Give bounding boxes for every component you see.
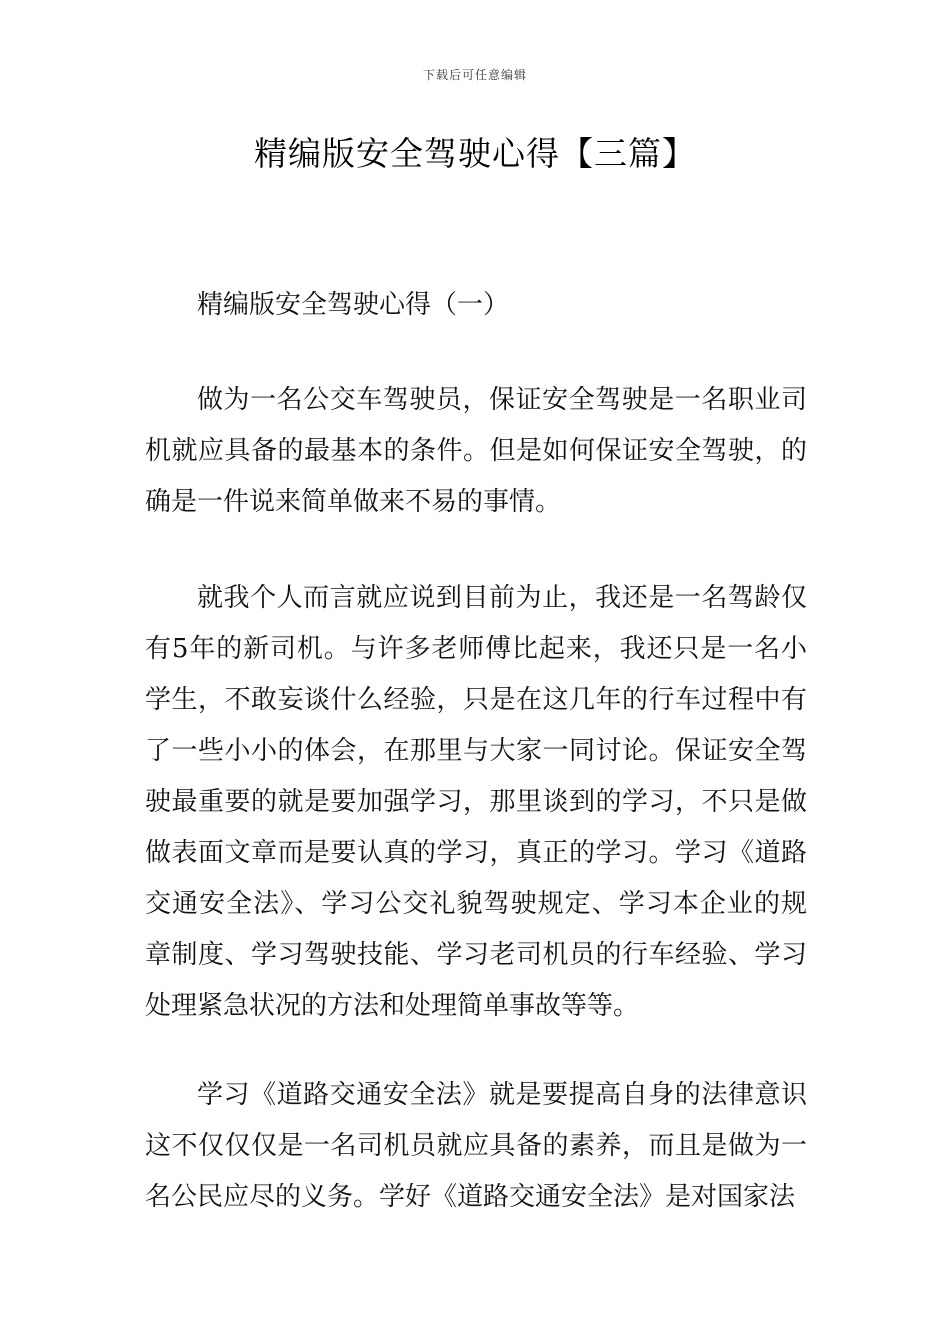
header-note: 下载后可任意编辑 [422,68,527,82]
document-title: 精编版安全驾驶心得【三篇】 [254,134,696,173]
paragraph-1: 做为一名公交车驾驶员，保证安全驾驶是一名职业司机就应具备的最基本的条件。但是如何保证安全驾驶，的确是一件说来简单做来不易的事情。 [145,385,807,517]
paragraph-3: 学习《道路交通安全法》就是要提高自身的法律意识这不仅仅仅是一名司机员就应具备的素养，而且是做为一名公民应尽的义务。学好《道路交通安全法》是对国家法 [145,1080,807,1212]
section-heading: 精编版安全驾驶心得（一） [197,290,510,320]
paragraph-2: 就我个人而言就应说到目前为止，我还是一名驾龄仅有5年的新司机。与许多老师傅比起来，我还只是一名小学生，不敢妄谈什么经验，只是在这几年的行车过程中有了一些小小的体会，在那里与大家一同讨论。保证安全驾驶最重要的就是要加强学习，那里谈到的学习，不只是做做表面文章而是要认真的学习，真正的学习。学习《道路交通安全法》、学习公交礼貌驾驶规定、学习本企业的规章制度、学习驾驶技能、学习老司机员的行车经验、学习处理紧急状况的方法和处理简单事故等等。 [145,583,807,1021]
